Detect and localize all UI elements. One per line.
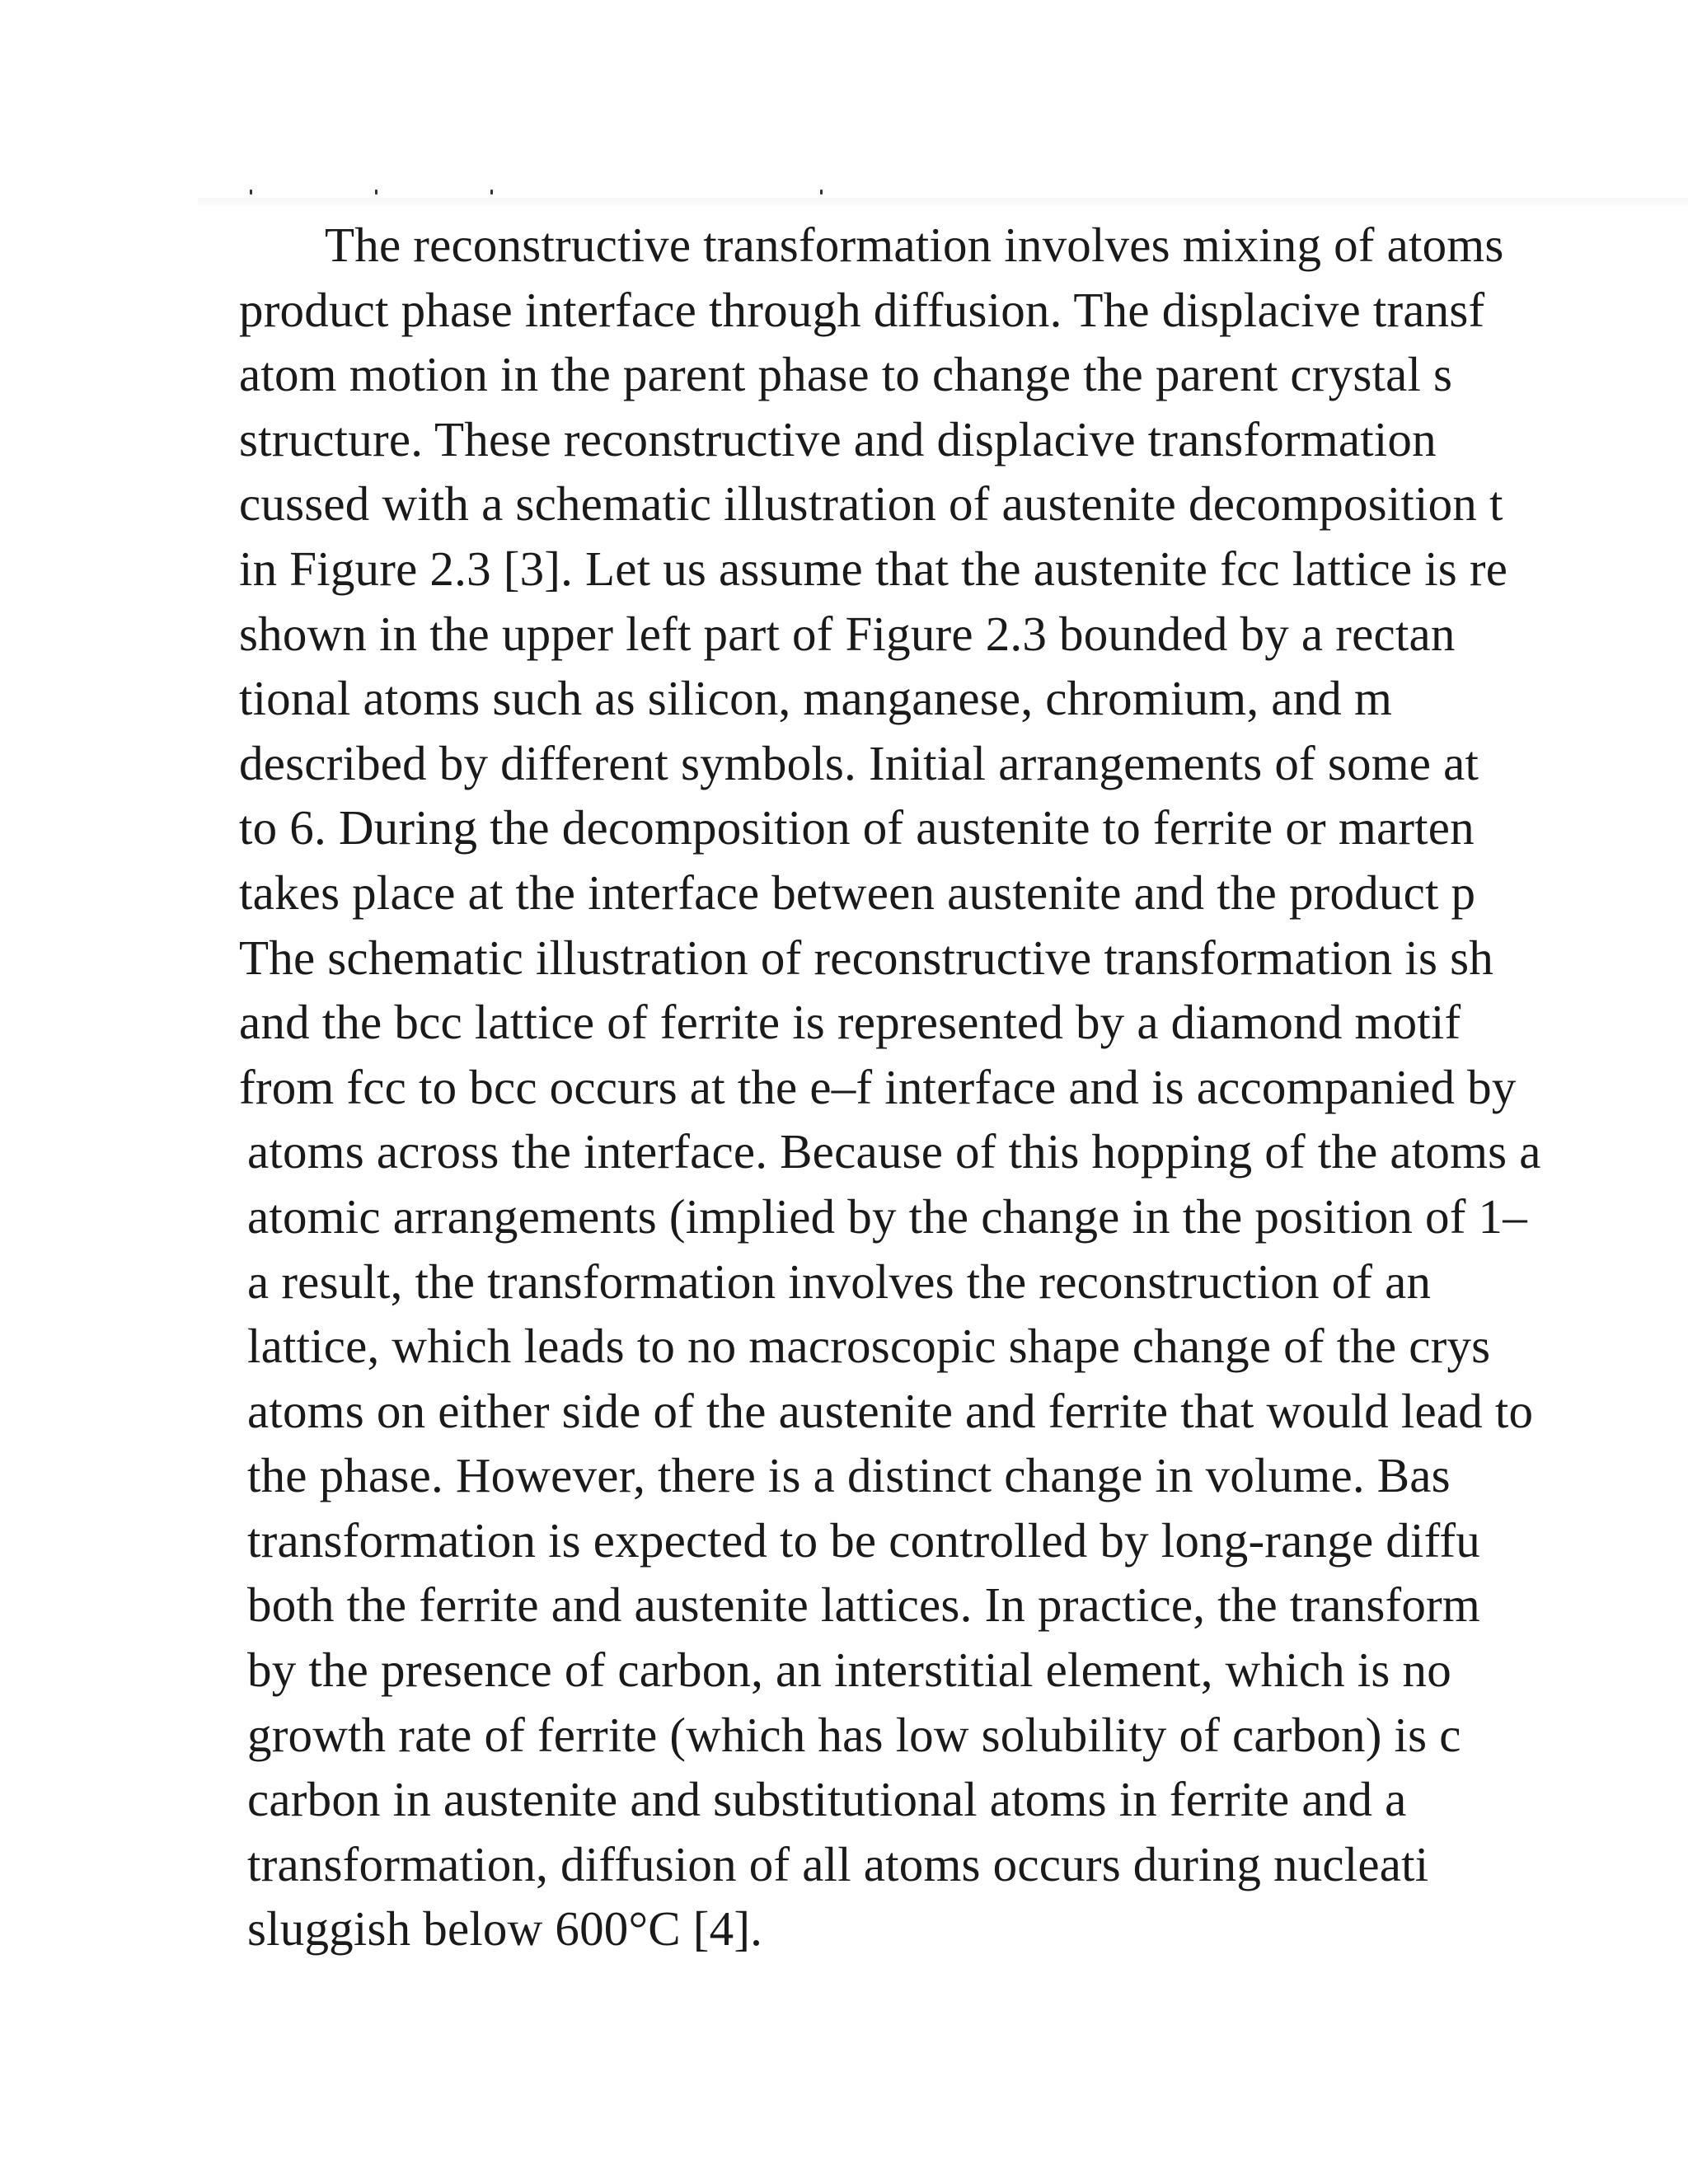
text-line: a result, the transformation involves the reconstruction of an [247,1254,1432,1309]
text-line: from fcc to bcc occurs at the e–f interface and is accompanied by [239,1059,1517,1114]
text-line: described by different symbols. Initial arrangements of some at [239,735,1479,790]
text-line: The schematic illustration of reconstructive transformation is sh [239,930,1493,985]
text-line: product phase interface through diffusion. The displacive transf [239,282,1485,337]
text-line: both the ferrite and austenite lattices. In practice, the transform [247,1577,1480,1633]
text-line: tional atoms such as silicon, manganese, chromium, and m [239,671,1393,726]
scan-edge [198,198,1688,208]
text-line: lattice, which leads to no macroscopic shape change of the crys [247,1319,1491,1374]
text-line: atom motion in the parent phase to change the parent crystal s [239,347,1453,402]
text-line: The reconstructive transformation involves mixing of atoms [325,218,1504,272]
text-line: structure. These reconstructive and displacive transformation [239,411,1437,466]
text-line: atomic arrangements (implied by the change in the position of 1– [247,1188,1527,1244]
text-line: transformation, diffusion of all atoms occurs during nucleati [247,1836,1429,1891]
paragraph-body [239,213,1688,1961]
text-line: the phase. However, there is a distinct change in volume. Bas [247,1448,1451,1503]
text-line: cussed with a schematic illustration of austenite decomposition t [239,476,1503,532]
text-line: growth rate of ferrite (which has low solubility of carbon) is c [247,1707,1461,1762]
text-line: and the bcc lattice of ferrite is represented by a diamond motif [239,995,1461,1050]
text-line: carbon in austenite and substitutional atoms in ferrite and a [247,1772,1407,1827]
text-line: in Figure 2.3 [3]. Let us assume that the austenite fcc lattice is re [239,541,1508,596]
text-line: to 6. During the decomposition of austenite to ferrite or marten [239,800,1475,855]
text-line: atoms across the interface. Because of this hopping of the atoms a [247,1124,1541,1179]
text-line: transformation is expected to be controlled by long-range diffu [247,1512,1480,1568]
text-line: by the presence of carbon, an interstitial element, which is no [247,1643,1451,1698]
text-line: takes place at the interface between austenite and the product p [239,865,1476,920]
text-line: shown in the upper left part of Figure 2.3 bounded by a rectan [239,606,1456,661]
cropped-previous-line [243,185,870,198]
text-line: sluggish below 600°C [4]. [247,1901,763,1957]
text-line: atoms on either side of the austenite and ferrite that would lead to [247,1383,1534,1438]
